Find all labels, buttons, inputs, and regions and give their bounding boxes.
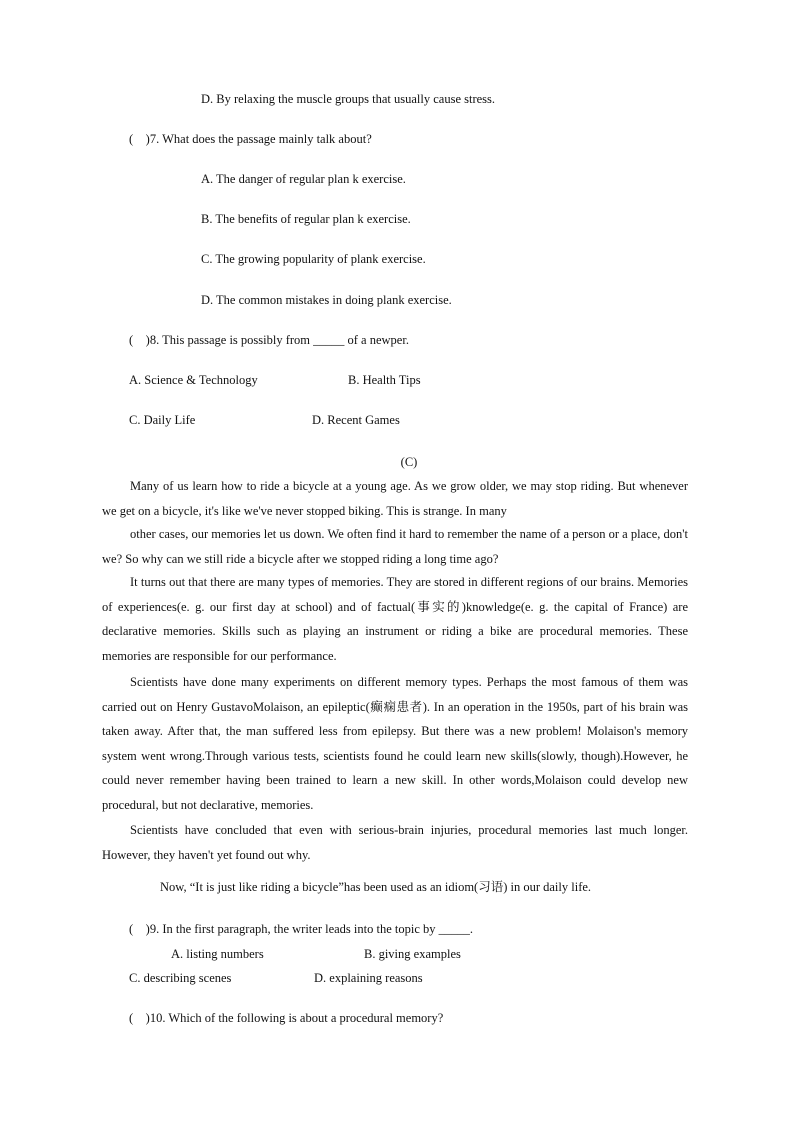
paragraph-3: Scientists have done many experiments on different memory types. Perhaps the most famous of them was carried out on Henry GustavoMolaison, an epileptic(癫痫患者). In an operation in the 1950s, part of his brain was taken away. After that, the man suffered less from epilepsy. But there was a new problem! Molaison's memory system went wrong.Through various tests, scientists found he could learn new skills(slowly, though).However, he could never remember having been trained to learn a new skill. In other words,Molaison could develop new procedural, but not declarative, memories. — [102, 675, 688, 812]
paragraph-4: Scientists have concluded that even with serious-brain injuries, procedural memories last much longer. However, they haven't yet found out why. — [102, 823, 688, 862]
q7-stem: ( )7. What does the passage mainly talk about? — [129, 132, 372, 146]
q8-option-d: D. Recent Games — [312, 413, 400, 427]
section-c-heading: (C) — [400, 455, 418, 469]
q7-option-c: C. The growing popularity of plank exercise. — [201, 252, 426, 266]
paragraph-5: Now, “It is just like riding a bicycle”has been used as an idiom(习语) in our daily life. — [160, 880, 592, 894]
q9-option-b: B. giving examples — [364, 947, 461, 961]
q9-option-c: C. describing scenes — [129, 971, 232, 985]
paragraph-1b: other cases, our memories let us down. We often find it hard to remember the name of a person or a place, don't we? So why can we still ride a bicycle after we stopped riding a long time ago? — [102, 527, 688, 566]
paragraph-1a: Many of us learn how to ride a bicycle at a young age. As we grow older, we may stop riding. But whenever we get on a bicycle, it's like we've never stopped biking. This is strange. In many — [102, 479, 688, 518]
q9-option-d: D. explaining reasons — [314, 971, 423, 985]
q7-option-a: A. The danger of regular plan k exercise. — [201, 172, 406, 186]
q10-stem: ( )10. Which of the following is about a procedural memory? — [129, 1011, 444, 1025]
q8-option-b: B. Health Tips — [348, 373, 421, 387]
q7-option-b: B. The benefits of regular plan k exercise. — [201, 212, 411, 226]
q8-option-c: C. Daily Life — [129, 413, 196, 427]
q9-stem: ( )9. In the first paragraph, the writer leads into the topic by _____. — [129, 922, 474, 936]
q8-option-a: A. Science & Technology — [129, 373, 258, 387]
q8-stem: ( )8. This passage is possibly from _____ of a newper. — [129, 333, 409, 347]
q9-option-a: A. listing numbers — [171, 947, 264, 961]
q6-option-d: D. By relaxing the muscle groups that usually cause stress. — [201, 92, 496, 106]
q7-option-d: D. The common mistakes in doing plank exercise. — [201, 293, 452, 307]
paragraph-2: It turns out that there are many types of memories. They are stored in different regions of our brains. Memories of experiences(e. g. our first day at school) and of factual(事实的)knowledge(e. g. the capital of France) are declarative memories. Skills such as playing an instrument or riding a bike are procedural memories. These memories are responsible for our performance. — [102, 575, 688, 663]
